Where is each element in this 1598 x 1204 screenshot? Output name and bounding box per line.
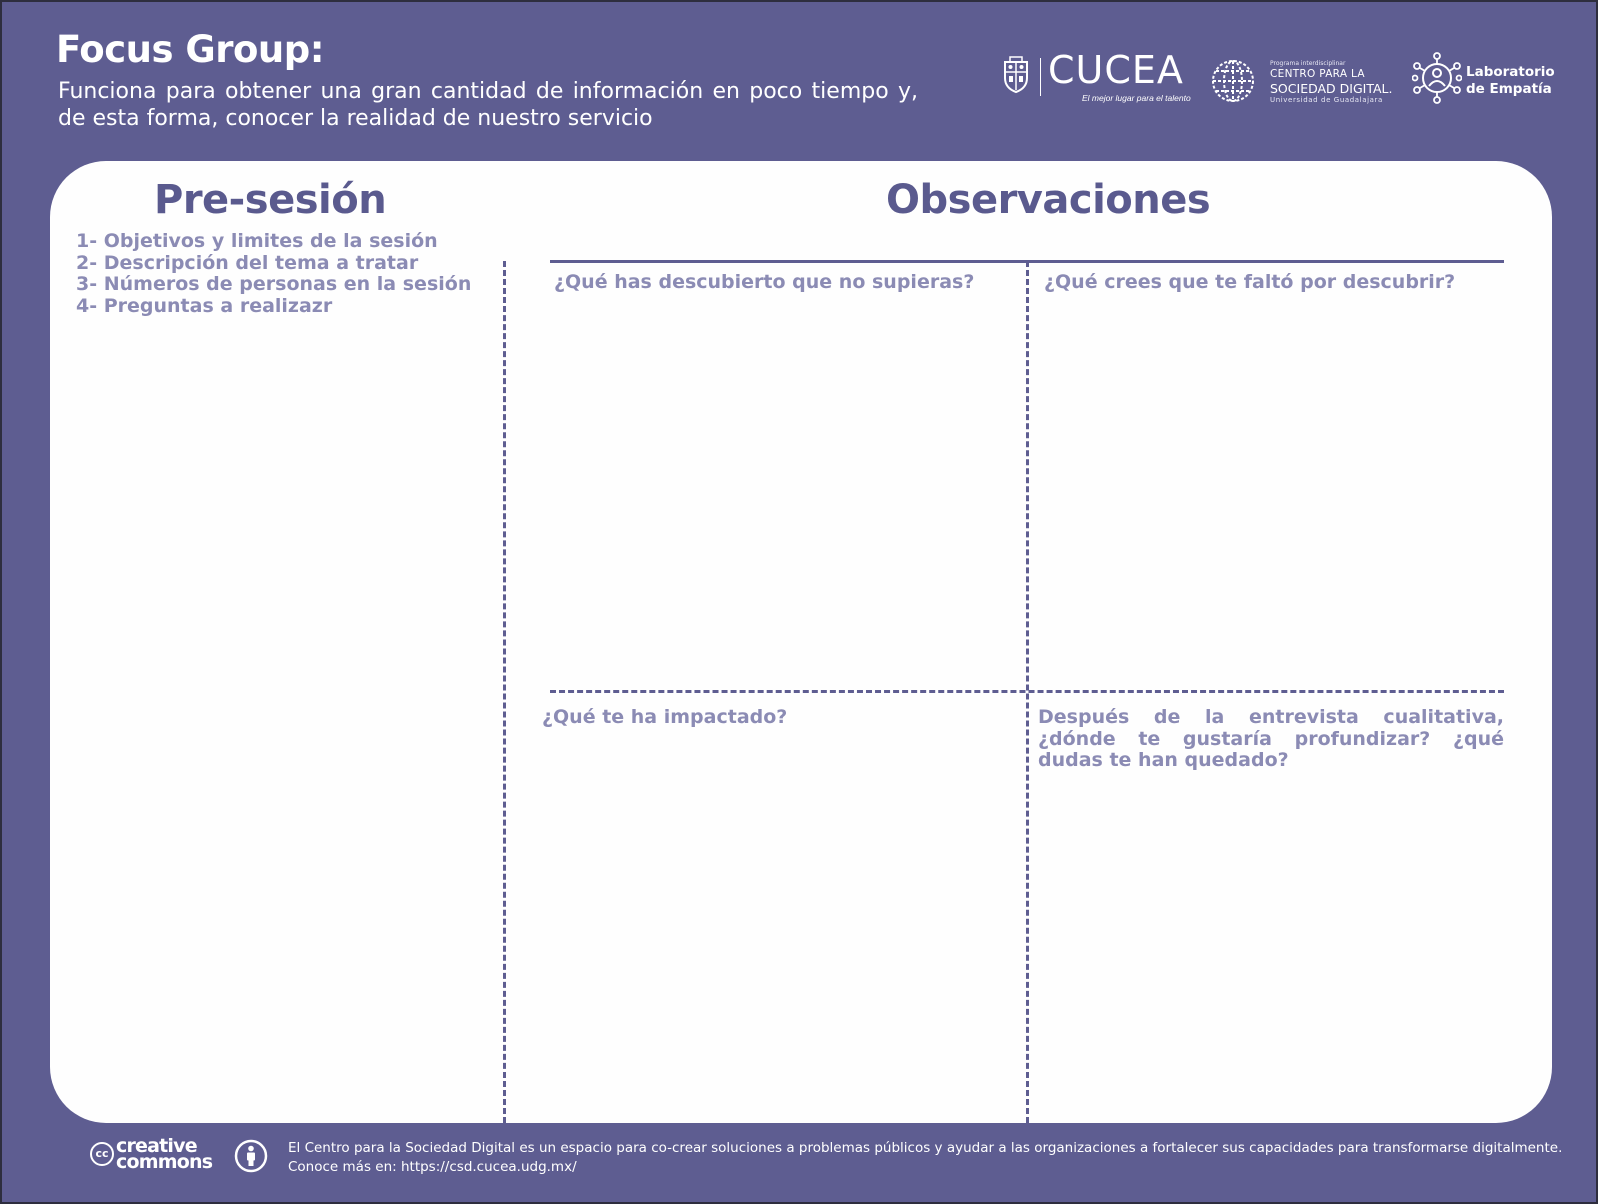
csd-line2: SOCIEDAD DIGITAL. (1270, 81, 1393, 96)
list-item: 2- Descripción del tema a tratar (76, 251, 419, 274)
question-deepen: Después de la entrevista cualitativa, ¿dónde te gustaría profundizar? ¿qué dudas te han quedado? (1038, 706, 1504, 771)
lab-line1: Laboratorio (1466, 64, 1555, 80)
cc-text-line1: creative (116, 1135, 197, 1157)
list-item: 1- Objetivos y limites de la sesión (76, 230, 438, 252)
csd-program-label: Programa interdisciplinar (1270, 60, 1346, 67)
pre-session-divider (503, 261, 506, 1123)
cucea-name: CUCEA (1048, 48, 1184, 92)
question-discovered: ¿Qué has descubierto que no supieras? (554, 271, 975, 293)
csd-line1: CENTRO PARA LA (1270, 68, 1365, 80)
pre-session-list (76, 231, 471, 317)
pre-session-title: Pre-sesión (154, 177, 387, 223)
network-person-icon (1412, 52, 1462, 104)
cc-text-line2: commons (116, 1151, 213, 1173)
list-item: 4- Preguntas a realizazr (76, 294, 333, 317)
observations-horizontal-divider (550, 690, 1504, 693)
csd-logo (1210, 54, 1400, 104)
footer-line1: El Centro para la Sociedad Digital es un espacio para co-crear soluciones a problemas públicos y ayudar a las organizaciones a fortalecer sus capacidades para transformarse digitalmente. (288, 1140, 1563, 1156)
question-missing: ¿Qué crees que te faltó por descubrir? (1044, 271, 1456, 293)
globe-icon (1210, 58, 1256, 104)
footer-text (288, 1139, 1562, 1177)
page-title: Focus Group: (56, 28, 325, 71)
partner-logos (1002, 50, 1562, 110)
observations-title: Observaciones (886, 177, 1211, 223)
creative-commons-logo (90, 1135, 220, 1174)
footer-link[interactable]: Conoce más en: https://csd.cucea.udg.mx/ (288, 1159, 577, 1175)
cucea-logo (1002, 48, 1192, 103)
attribution-icon (234, 1139, 268, 1173)
list-item: 3- Números de personas en la sesión (76, 273, 472, 295)
question-impacted: ¿Qué te ha impactado? (542, 706, 788, 728)
empathy-lab-logo (1412, 52, 1562, 106)
university-crest-icon (1002, 56, 1030, 94)
worksheet-card (50, 161, 1552, 1123)
page-subtitle: Funciona para obtener una gran cantidad de información en poco tiempo y, de esta forma, conocer la realidad de nuestro servicio (58, 79, 918, 131)
cucea-tagline: El mejor lugar para el talento (1082, 93, 1191, 103)
logo-divider (1040, 58, 1041, 96)
csd-line3: Universidad de Guadalajara (1270, 96, 1383, 104)
cc-badge-icon: cc (90, 1142, 114, 1166)
lab-line2: de Empatía (1466, 81, 1552, 97)
